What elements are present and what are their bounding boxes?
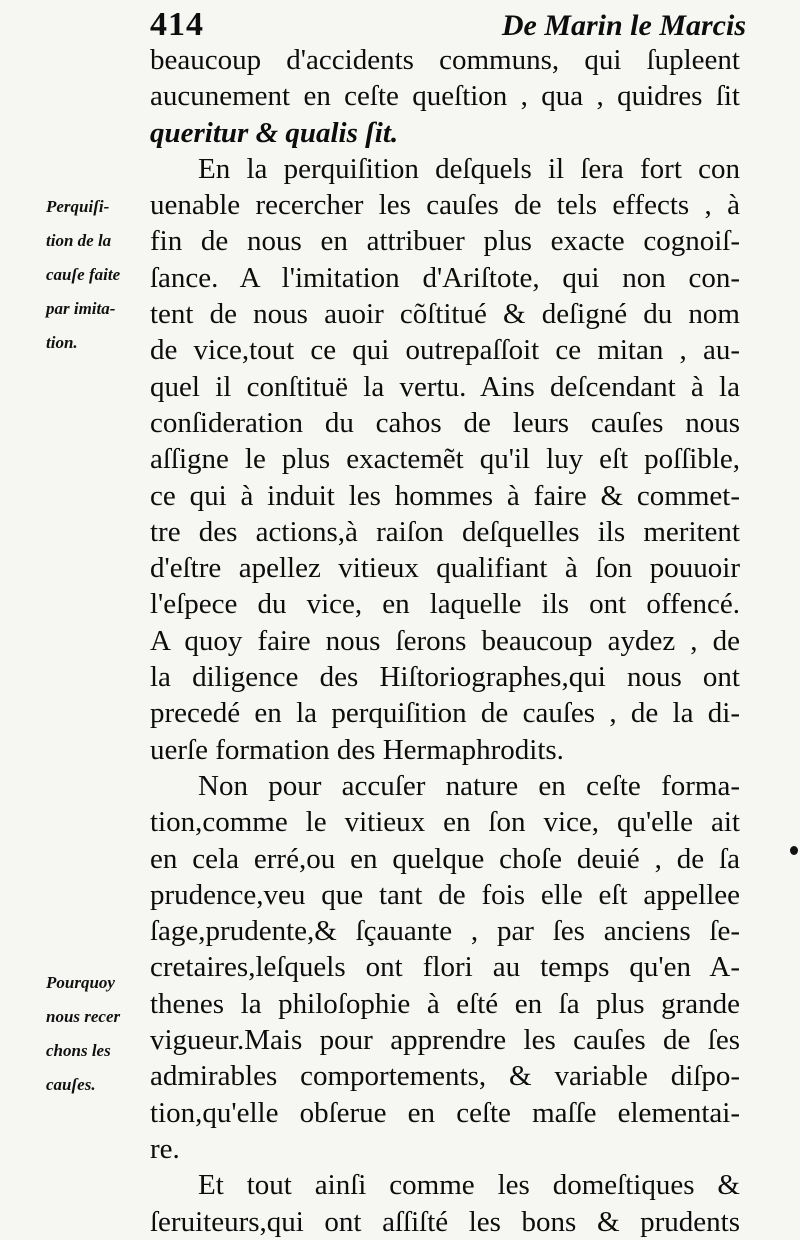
- text-line: uerſe formation des Hermaphrodits.: [150, 733, 564, 766]
- text-line: tion,qu'elle obſerue en ceſte maſſe elementai-: [150, 1096, 740, 1129]
- margin-note-line: nous recer: [46, 1007, 121, 1026]
- page-number: 414: [150, 6, 204, 43]
- text-line: precedé en la perquiſition de cauſes , de la di-: [150, 697, 740, 730]
- text-line: ſance. A l'imitation d'Ariſtote, qui non con-: [150, 261, 740, 294]
- text-line: re.: [150, 1132, 180, 1165]
- page-header: [150, 6, 760, 46]
- margin-note-line: par imita-: [46, 299, 116, 318]
- text-line: d'eſtre apellez vitieux qualifiant à ſon pouuoir: [150, 552, 740, 585]
- text-line: l'eſpece du vice, en laquelle ils ont offencé.: [150, 588, 740, 621]
- text-line: queritur & qualis ſit.: [150, 116, 399, 149]
- text-line: de vice,tout ce qui outrepaſſoit ce mitan , au-: [150, 334, 740, 367]
- text-line: cretaires,leſquels ont flori au temps qu'en A-: [150, 951, 740, 984]
- text-line: aſſigne le plus exactemẽt qu'il luy eſt poſſible,: [150, 443, 740, 476]
- text-line: Et tout ainſi comme les domeſtiques &: [198, 1169, 740, 1202]
- text-line: tent de nous auoir cõſtitué & deſigné du nom: [150, 298, 740, 331]
- text-line: tion,comme le vitieux en ſon vice, qu'elle ait: [150, 806, 740, 839]
- main-text: [150, 42, 740, 1240]
- text-line: ſage,prudente,& ſçauante , par ſes anciens ſe-: [150, 915, 740, 948]
- margin-note-line: tion de la: [46, 231, 112, 250]
- margin-note-line: Pourquoy: [46, 973, 115, 992]
- margin-note-pourquoy: [46, 966, 150, 1102]
- text-line: aucunement en ceſte queſtion , qua , quidres ſit: [150, 80, 740, 113]
- text-line: la diligence des Hiſtoriographes,qui nous ont: [150, 661, 740, 694]
- text-line: fin de nous en attribuer plus exacte cognoiſ-: [150, 225, 740, 258]
- text-line: vigueur.Mais pour apprendre les cauſes de ſes: [150, 1024, 740, 1057]
- text-line: tre des actions,à raiſon deſquelles ils meritent: [150, 515, 740, 548]
- text-line: beaucoup d'accidents communs, qui ſupleent: [150, 44, 740, 76]
- text-line: en cela erré,ou en quelque choſe deuié , de ſa: [150, 842, 740, 875]
- text-line: ce qui à induit les hommes à faire & commet-: [150, 479, 740, 512]
- ink-speck: [790, 846, 798, 855]
- running-head: De Marin le Marcis: [501, 9, 746, 42]
- text-line: conſideration du cahos de leurs cauſes nous: [150, 406, 740, 439]
- margin-note-line: Perquiſi-: [46, 197, 110, 216]
- text-line: quel il conſtituë la vertu. Ains deſcendant à la: [150, 370, 740, 403]
- margin-note-line: chons les: [46, 1041, 111, 1060]
- text-line: ſeruiteurs,qui ont aſſiſté les bons & prudents: [150, 1205, 740, 1238]
- margin-note-line: cauſes.: [46, 1075, 96, 1094]
- text-line: thenes la philoſophie à eſté en ſa plus grande: [150, 987, 740, 1020]
- text-line: En la perquiſition deſquels il ſera fort con: [198, 152, 740, 185]
- margin-note-line: tion.: [46, 333, 78, 352]
- text-line: admirables comportements, & variable diſpo-: [150, 1060, 740, 1093]
- text-line: Non pour accuſer nature en ceſte forma-: [198, 769, 740, 802]
- margin-note-line: cauſe faite: [46, 265, 121, 284]
- text-line: uenable recercher les cauſes de tels effects , à: [150, 189, 740, 222]
- margin-note-perquisition: [46, 190, 150, 360]
- text-line: prudence,veu que tant de fois elle eſt appellee: [150, 878, 740, 911]
- text-line: A quoy faire nous ſerons beaucoup aydez , de: [150, 624, 740, 657]
